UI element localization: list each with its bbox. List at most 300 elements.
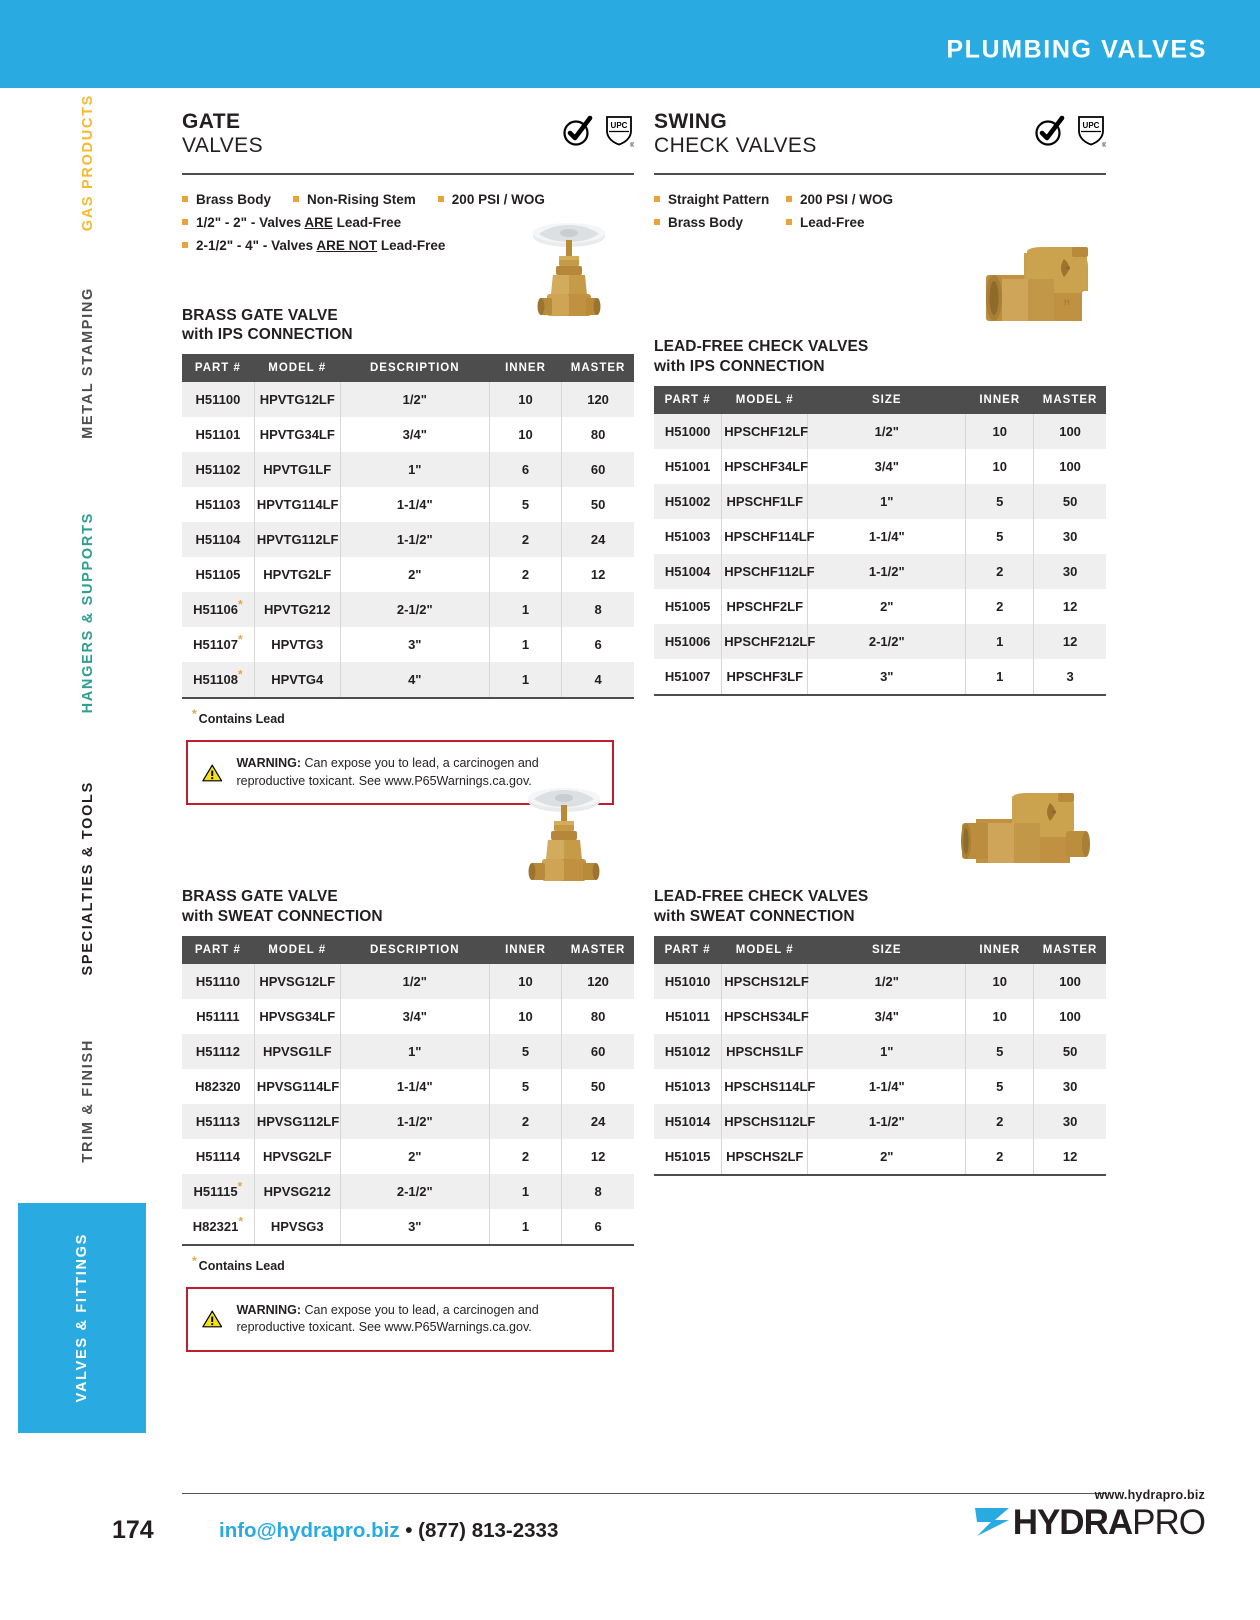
cell-master: 50: [590, 497, 606, 513]
table-row: [654, 1139, 1106, 1175]
sidebar-item-label: SPECIALTIES & TOOLS: [80, 780, 96, 976]
cell-part-number: H51108*: [182, 662, 254, 698]
column-header: SIZE: [808, 386, 966, 414]
cell-part-number: H51000: [654, 414, 722, 449]
cell-inner: 1: [489, 627, 561, 662]
cell-part-number: H51112: [182, 1034, 254, 1069]
cell-description: 2": [340, 1139, 489, 1174]
cell-description: 3/4": [340, 417, 489, 452]
cell-model-number: HPSCHF2LF: [722, 589, 808, 624]
cell-model-number: HPSCHS34LF: [722, 999, 808, 1034]
column-header: MODEL #: [722, 936, 808, 964]
column-header: INNER: [489, 354, 561, 382]
column-header: MODEL #: [254, 354, 340, 382]
cell-model-number: HPVTG112LF: [254, 522, 340, 557]
cell-model-number: HPVSG3: [254, 1209, 340, 1245]
cell-part-number: H51115*: [182, 1174, 254, 1209]
swing-ips-table: [654, 386, 1106, 696]
column-header: PART #: [654, 386, 722, 414]
cell-inner: 6: [489, 452, 561, 487]
hydrapro-logo-text: HYDRAPRO: [1012, 1502, 1205, 1542]
table-header-row: [182, 354, 634, 382]
swing-section-header: [654, 110, 1106, 164]
table-row: [182, 1034, 634, 1069]
cell-description: 1-1/4": [808, 1069, 966, 1104]
table-row: [654, 519, 1106, 554]
cell-description: 2-1/2": [808, 624, 966, 659]
cell-description: 3": [340, 627, 489, 662]
cell-model-number: HPSCHF12LF: [722, 414, 808, 449]
cell-model-number: HPVTG1LF: [254, 452, 340, 487]
column-header: SIZE: [808, 936, 966, 964]
cell-description: 1": [808, 1034, 966, 1069]
column-header: PART #: [182, 936, 254, 964]
column-header: INNER: [489, 936, 561, 964]
gate-sweat-prop65-warning: [186, 1287, 614, 1352]
cell-part-number: H51006: [654, 624, 722, 659]
gate-section-title: GATE VALVES: [182, 110, 263, 157]
bullet-icon: [654, 196, 660, 202]
gate-valve-sweat-product-image: [502, 785, 627, 905]
cell-master: 50: [1062, 1043, 1078, 1059]
table-row: [654, 484, 1106, 519]
cell-model-number: HPSCHS2LF: [722, 1139, 808, 1175]
cell-inner: 5: [966, 1069, 1034, 1104]
cell-model-number: HPVTG4: [254, 662, 340, 698]
cell-master: 12: [1062, 634, 1078, 650]
bullet-icon: [182, 242, 188, 248]
cell-inner: 2: [489, 1139, 561, 1174]
cell-inner: 2: [966, 1139, 1034, 1175]
lead-star-icon: *: [192, 707, 197, 722]
cell-inner: 10: [966, 414, 1034, 449]
cell-part-number: H51107*: [182, 627, 254, 662]
table-row: [654, 1069, 1106, 1104]
sidebar-item-label: HANGERS & SUPPORTS: [80, 512, 96, 714]
bullet-icon: [438, 196, 444, 202]
table-row: [182, 662, 634, 698]
checkmark-certification-icon: [1033, 114, 1067, 148]
gate-sweat-footnote: * Contains Lead: [192, 1253, 285, 1273]
cell-description: 4": [340, 662, 489, 698]
column-header: MASTER: [1034, 386, 1106, 414]
cell-part-number: H51104: [182, 522, 254, 557]
gate-sweat-section: [182, 887, 634, 1352]
column-header: MODEL #: [722, 386, 808, 414]
certification-icons: [561, 110, 634, 148]
bullet-icon: [293, 196, 299, 202]
cell-inner: 10: [489, 999, 561, 1034]
cell-description: 1-1/2": [808, 554, 966, 589]
svg-text:H: H: [1064, 298, 1070, 307]
cell-master: 60: [590, 462, 606, 478]
sidebar-item-metal-stamping[interactable]: [18, 248, 158, 478]
cell-master: 6: [562, 1209, 634, 1245]
cell-description: 1": [340, 452, 489, 487]
gate-ips-table: [182, 354, 634, 699]
cell-description: 1-1/4": [340, 487, 489, 522]
cell-description: 1-1/4": [340, 1069, 489, 1104]
table-row: [182, 1174, 634, 1209]
cell-part-number: H82320: [182, 1069, 254, 1104]
svg-text:®: ®: [630, 143, 634, 148]
page-header-banner: [0, 0, 1260, 88]
column-header: INNER: [966, 936, 1034, 964]
cell-part-number: H51005: [654, 589, 722, 624]
cell-description: 2": [340, 557, 489, 592]
cell-master: 8: [594, 602, 602, 618]
table-row: [654, 1104, 1106, 1139]
cell-master: 30: [1062, 1078, 1078, 1094]
cell-inner: 5: [489, 487, 561, 522]
category-sidebar: [18, 88, 158, 1468]
cell-part-number: H51010: [654, 964, 722, 999]
swing-section-title: SWING CHECK VALVES: [654, 110, 817, 157]
cell-part-number: H51100: [182, 382, 254, 417]
check-sweat-section: [654, 887, 1106, 1352]
cell-description: 1-1/4": [808, 519, 966, 554]
cell-model-number: HPSCHS12LF: [722, 964, 808, 999]
cell-model-number: HPSCHF212LF: [722, 624, 808, 659]
cell-master: 24: [590, 1113, 606, 1129]
table-header-row: [182, 936, 634, 964]
gate-valves-section: [182, 110, 634, 805]
cell-inner: 2: [966, 589, 1034, 624]
cell-master: 100: [1059, 973, 1081, 989]
table-header-row: [654, 386, 1106, 414]
cell-description: 1/2": [808, 414, 966, 449]
cell-model-number: HPVSG1LF: [254, 1034, 340, 1069]
cell-description: 3": [808, 659, 966, 695]
cell-master: 30: [1062, 529, 1078, 545]
swing-feature-label: Brass Body: [668, 215, 744, 231]
cell-model-number: HPVTG34LF: [254, 417, 340, 452]
table-row: [654, 589, 1106, 624]
cell-master: 100: [1059, 1008, 1081, 1024]
cell-inner: 5: [489, 1034, 561, 1069]
cell-model-number: HPSCHF34LF: [722, 449, 808, 484]
cell-master: 30: [1062, 1113, 1078, 1129]
svg-text:®: ®: [1102, 143, 1106, 148]
gate-footnote: * Contains Lead: [192, 707, 285, 727]
cell-part-number: H51111: [182, 999, 254, 1034]
bottom-row: [182, 887, 1107, 1352]
sidebar-item-label: METAL STAMPING: [80, 287, 96, 439]
cell-inner: 2: [489, 1104, 561, 1139]
cell-part-number: H82321*: [182, 1209, 254, 1245]
gate-table-title: BRASS GATE VALVE with IPS CONNECTION: [182, 306, 353, 344]
lead-star-icon: *: [192, 1253, 197, 1268]
sidebar-item-hangers-supports[interactable]: [18, 488, 158, 738]
column-header: PART #: [182, 354, 254, 382]
cell-description: 1": [808, 484, 966, 519]
cell-model-number: HPVTG2LF: [254, 557, 340, 592]
cell-master: 60: [590, 1043, 606, 1059]
certification-icons: [1033, 110, 1106, 148]
cell-master: 24: [590, 532, 606, 548]
cell-model-number: HPVTG114LF: [254, 487, 340, 522]
cell-inner: 10: [966, 964, 1034, 999]
cell-master: 50: [1062, 494, 1078, 510]
cell-model-number: HPSCHF112LF: [722, 554, 808, 589]
footer-website[interactable]: www.hydrapro.biz: [1094, 1488, 1205, 1502]
bullet-icon: [786, 219, 792, 225]
footer-phone: (877) 813-2333: [418, 1519, 559, 1542]
cell-model-number: HPVSG212: [254, 1174, 340, 1209]
cell-part-number: H51015: [654, 1139, 722, 1175]
cell-master: 30: [1062, 564, 1078, 580]
table-row: [654, 964, 1106, 999]
cell-inner: 10: [966, 449, 1034, 484]
cell-part-number: H51003: [654, 519, 722, 554]
check-sweat-table-title: LEAD-FREE CHECK VALVES with SWEAT CONNECTION: [654, 888, 869, 926]
cell-model-number: HPVSG2LF: [254, 1139, 340, 1174]
table-row: [654, 659, 1106, 695]
sidebar-item-specialties-tools[interactable]: [18, 748, 158, 1008]
cell-model-number: HPVSG114LF: [254, 1069, 340, 1104]
table-row: [182, 1104, 634, 1139]
table-row: [654, 1034, 1106, 1069]
sidebar-item-gas-products[interactable]: [18, 88, 158, 238]
column-header: DESCRIPTION: [340, 354, 489, 382]
cell-master: 120: [587, 392, 609, 408]
table-row: [182, 1069, 634, 1104]
sidebar-item-label: TRIM & FINISH: [80, 1038, 96, 1163]
cell-master: 12: [1062, 599, 1078, 615]
warning-triangle-icon: [202, 1304, 222, 1334]
cell-part-number: H51114: [182, 1139, 254, 1174]
cell-inner: 5: [966, 519, 1034, 554]
cell-inner: 2: [966, 1104, 1034, 1139]
swing-feature-label: Lead-Free: [800, 215, 865, 231]
swing-feature-row: [654, 211, 1106, 234]
cell-master: 100: [1059, 424, 1081, 440]
warning-text: WARNING: Can expose you to lead, a carcinogen and reproductive toxicant. See www.P65Warnings.ca.gov.: [236, 756, 539, 788]
footer-contact: [219, 1519, 558, 1543]
cell-inner: 1: [966, 624, 1034, 659]
column-header: MODEL #: [254, 936, 340, 964]
cell-master: 12: [1034, 1139, 1106, 1175]
table-row: [654, 414, 1106, 449]
swing-feature-label: 200 PSI / WOG: [800, 192, 894, 207]
page-number: 174: [112, 1516, 154, 1544]
swing-feature-label: Straight Pattern: [668, 192, 770, 207]
footer-separator: •: [399, 1519, 419, 1542]
cell-part-number: H51011: [654, 999, 722, 1034]
cell-part-number: H51113: [182, 1104, 254, 1139]
cell-part-number: H51001: [654, 449, 722, 484]
cell-inner: 2: [489, 557, 561, 592]
column-header: INNER: [966, 386, 1034, 414]
checkmark-certification-icon: [561, 114, 595, 148]
svg-text:UPC: UPC: [610, 121, 628, 130]
table-row: [654, 624, 1106, 659]
cell-model-number: HPSCHS1LF: [722, 1034, 808, 1069]
gate-valve-product-image: [507, 220, 632, 340]
hydrapro-logo-icon: [969, 1504, 1013, 1540]
table-row: [182, 417, 634, 452]
cell-part-number: H51101: [182, 417, 254, 452]
cell-model-number: HPVTG12LF: [254, 382, 340, 417]
cell-description: 1/2": [340, 964, 489, 999]
column-header: PART #: [654, 936, 722, 964]
column-header: MASTER: [562, 936, 634, 964]
page-title: PLUMBING VALVES: [946, 35, 1207, 64]
gate-sweat-table-title: BRASS GATE VALVE with SWEAT CONNECTION: [182, 888, 383, 926]
cell-inner: 2: [966, 554, 1034, 589]
cell-description: 1-1/2": [808, 1104, 966, 1139]
swing-check-valves-section: [654, 110, 1106, 805]
svg-text:UPC: UPC: [1082, 121, 1100, 130]
cell-model-number: HPVSG34LF: [254, 999, 340, 1034]
bullet-icon: [182, 219, 188, 225]
cell-description: 2-1/2": [340, 592, 489, 627]
cell-part-number: H51002: [654, 484, 722, 519]
gate-feature-label: Brass Body: [196, 192, 272, 207]
cell-master: 6: [594, 637, 602, 653]
sidebar-item-valves-fittings[interactable]: [18, 1203, 146, 1433]
cell-description: 2-1/2": [340, 1174, 489, 1209]
sidebar-item-trim-finish[interactable]: [18, 1018, 158, 1183]
cell-master: 3: [1034, 659, 1106, 695]
gate-divider: [182, 173, 634, 175]
column-header: DESCRIPTION: [340, 936, 489, 964]
table-row: [654, 449, 1106, 484]
cell-model-number: HPVSG112LF: [254, 1104, 340, 1139]
lead-star-icon: *: [237, 597, 243, 612]
brand-logo-block: [969, 1488, 1205, 1540]
cell-model-number: HPSCHS114LF: [722, 1069, 808, 1104]
table-row: [654, 999, 1106, 1034]
cell-description: 3/4": [808, 999, 966, 1034]
sidebar-item-label: VALVES & FITTINGS: [74, 1233, 90, 1403]
warning-text: WARNING: Can expose you to lead, a carcinogen and reproductive toxicant. See www.P65Warnings.ca.gov.: [236, 1302, 539, 1335]
table-row: [182, 487, 634, 522]
check-valve-sweat-product-image: [954, 791, 1094, 877]
cell-description: 3/4": [808, 449, 966, 484]
table-row: [182, 382, 634, 417]
page-content: [182, 110, 1107, 1352]
cell-description: 3/4": [340, 999, 489, 1034]
cell-inner: 1: [489, 662, 561, 698]
cell-model-number: HPVTG212: [254, 592, 340, 627]
cell-inner: 5: [966, 1034, 1034, 1069]
cell-description: 1/2": [340, 382, 489, 417]
cell-inner: 10: [489, 382, 561, 417]
swing-feature-list: [654, 188, 1106, 234]
sidebar-item-label: GAS PRODUCTS: [80, 94, 96, 232]
gate-feature-label: 200 PSI / WOG: [451, 192, 545, 207]
table-row: [182, 964, 634, 999]
gate-feature-label: Non-Rising Stem: [307, 192, 416, 207]
cell-model-number: HPSCHF114LF: [722, 519, 808, 554]
table-row: [182, 452, 634, 487]
cell-master: 80: [590, 1008, 606, 1024]
table-row: [654, 554, 1106, 589]
cell-description: 3": [340, 1209, 489, 1245]
bullet-icon: [654, 219, 660, 225]
cell-part-number: H51103: [182, 487, 254, 522]
cell-part-number: H51102: [182, 452, 254, 487]
swing-check-valve-product-image: [972, 245, 1107, 335]
cell-model-number: HPSCHS112LF: [722, 1104, 808, 1139]
cell-inner: 1: [489, 1174, 561, 1209]
cell-description: 1-1/2": [340, 522, 489, 557]
cell-inner: 10: [489, 964, 561, 999]
cell-part-number: H51012: [654, 1034, 722, 1069]
cell-description: 1": [340, 1034, 489, 1069]
swing-divider: [654, 173, 1106, 175]
cell-description: 1/2": [808, 964, 966, 999]
cell-part-number: H51110: [182, 964, 254, 999]
cell-inner: 2: [489, 522, 561, 557]
gate-feature-row: [182, 188, 634, 211]
column-header: MASTER: [562, 354, 634, 382]
cell-model-number: HPVSG12LF: [254, 964, 340, 999]
cell-part-number: H51007: [654, 659, 722, 695]
cell-inner: 1: [489, 592, 561, 627]
table-header-row: [654, 936, 1106, 964]
cell-master: 80: [590, 427, 606, 443]
cell-description: 2": [808, 1139, 966, 1175]
column-header: MASTER: [1034, 936, 1106, 964]
cell-master: 4: [562, 662, 634, 698]
cell-master: 12: [590, 567, 606, 583]
cell-inner: 10: [489, 417, 561, 452]
hydrapro-logo: [969, 1504, 1205, 1540]
cell-master: 100: [1059, 459, 1081, 475]
cell-description: 2": [808, 589, 966, 624]
cell-inner: 5: [966, 484, 1034, 519]
cell-part-number: H51014: [654, 1104, 722, 1139]
swing-table-title: LEAD-FREE CHECK VALVES with IPS CONNECTION: [654, 338, 869, 376]
upc-shield-icon: [1076, 114, 1106, 148]
gate-feature-label: 1/2" - 2" - Valves ARE Lead-Free: [196, 215, 402, 231]
cell-model-number: HPSCHF1LF: [722, 484, 808, 519]
cell-master: 8: [594, 1183, 602, 1199]
cell-model-number: HPVTG3: [254, 627, 340, 662]
cell-inner: 5: [489, 1069, 561, 1104]
cell-master: 50: [590, 1078, 606, 1094]
swing-feature-row: [654, 188, 1106, 211]
cell-master: 120: [587, 973, 609, 989]
cell-part-number: H51004: [654, 554, 722, 589]
cell-description: 1-1/2": [340, 1104, 489, 1139]
bullet-icon: [786, 196, 792, 202]
cell-master: 12: [590, 1148, 606, 1164]
lead-star-icon: *: [237, 632, 243, 647]
lead-star-icon: *: [237, 667, 243, 682]
table-row: [182, 592, 634, 627]
top-row: [182, 110, 1107, 805]
footer-email-link[interactable]: info@hydrapro.biz: [219, 1519, 400, 1542]
cell-part-number: H51105: [182, 557, 254, 592]
cell-inner: 10: [966, 999, 1034, 1034]
table-row: [182, 999, 634, 1034]
cell-inner: 1: [966, 659, 1034, 695]
lead-star-icon: *: [238, 1214, 244, 1229]
cell-part-number: H51013: [654, 1069, 722, 1104]
warning-triangle-icon: [202, 758, 222, 788]
upc-shield-icon: [604, 114, 634, 148]
check-sweat-table: [654, 936, 1106, 1176]
gate-section-header: [182, 110, 634, 164]
bullet-icon: [182, 196, 188, 202]
table-row: [182, 557, 634, 592]
table-row: [182, 1139, 634, 1174]
table-row: [182, 522, 634, 557]
cell-model-number: HPSCHF3LF: [722, 659, 808, 695]
